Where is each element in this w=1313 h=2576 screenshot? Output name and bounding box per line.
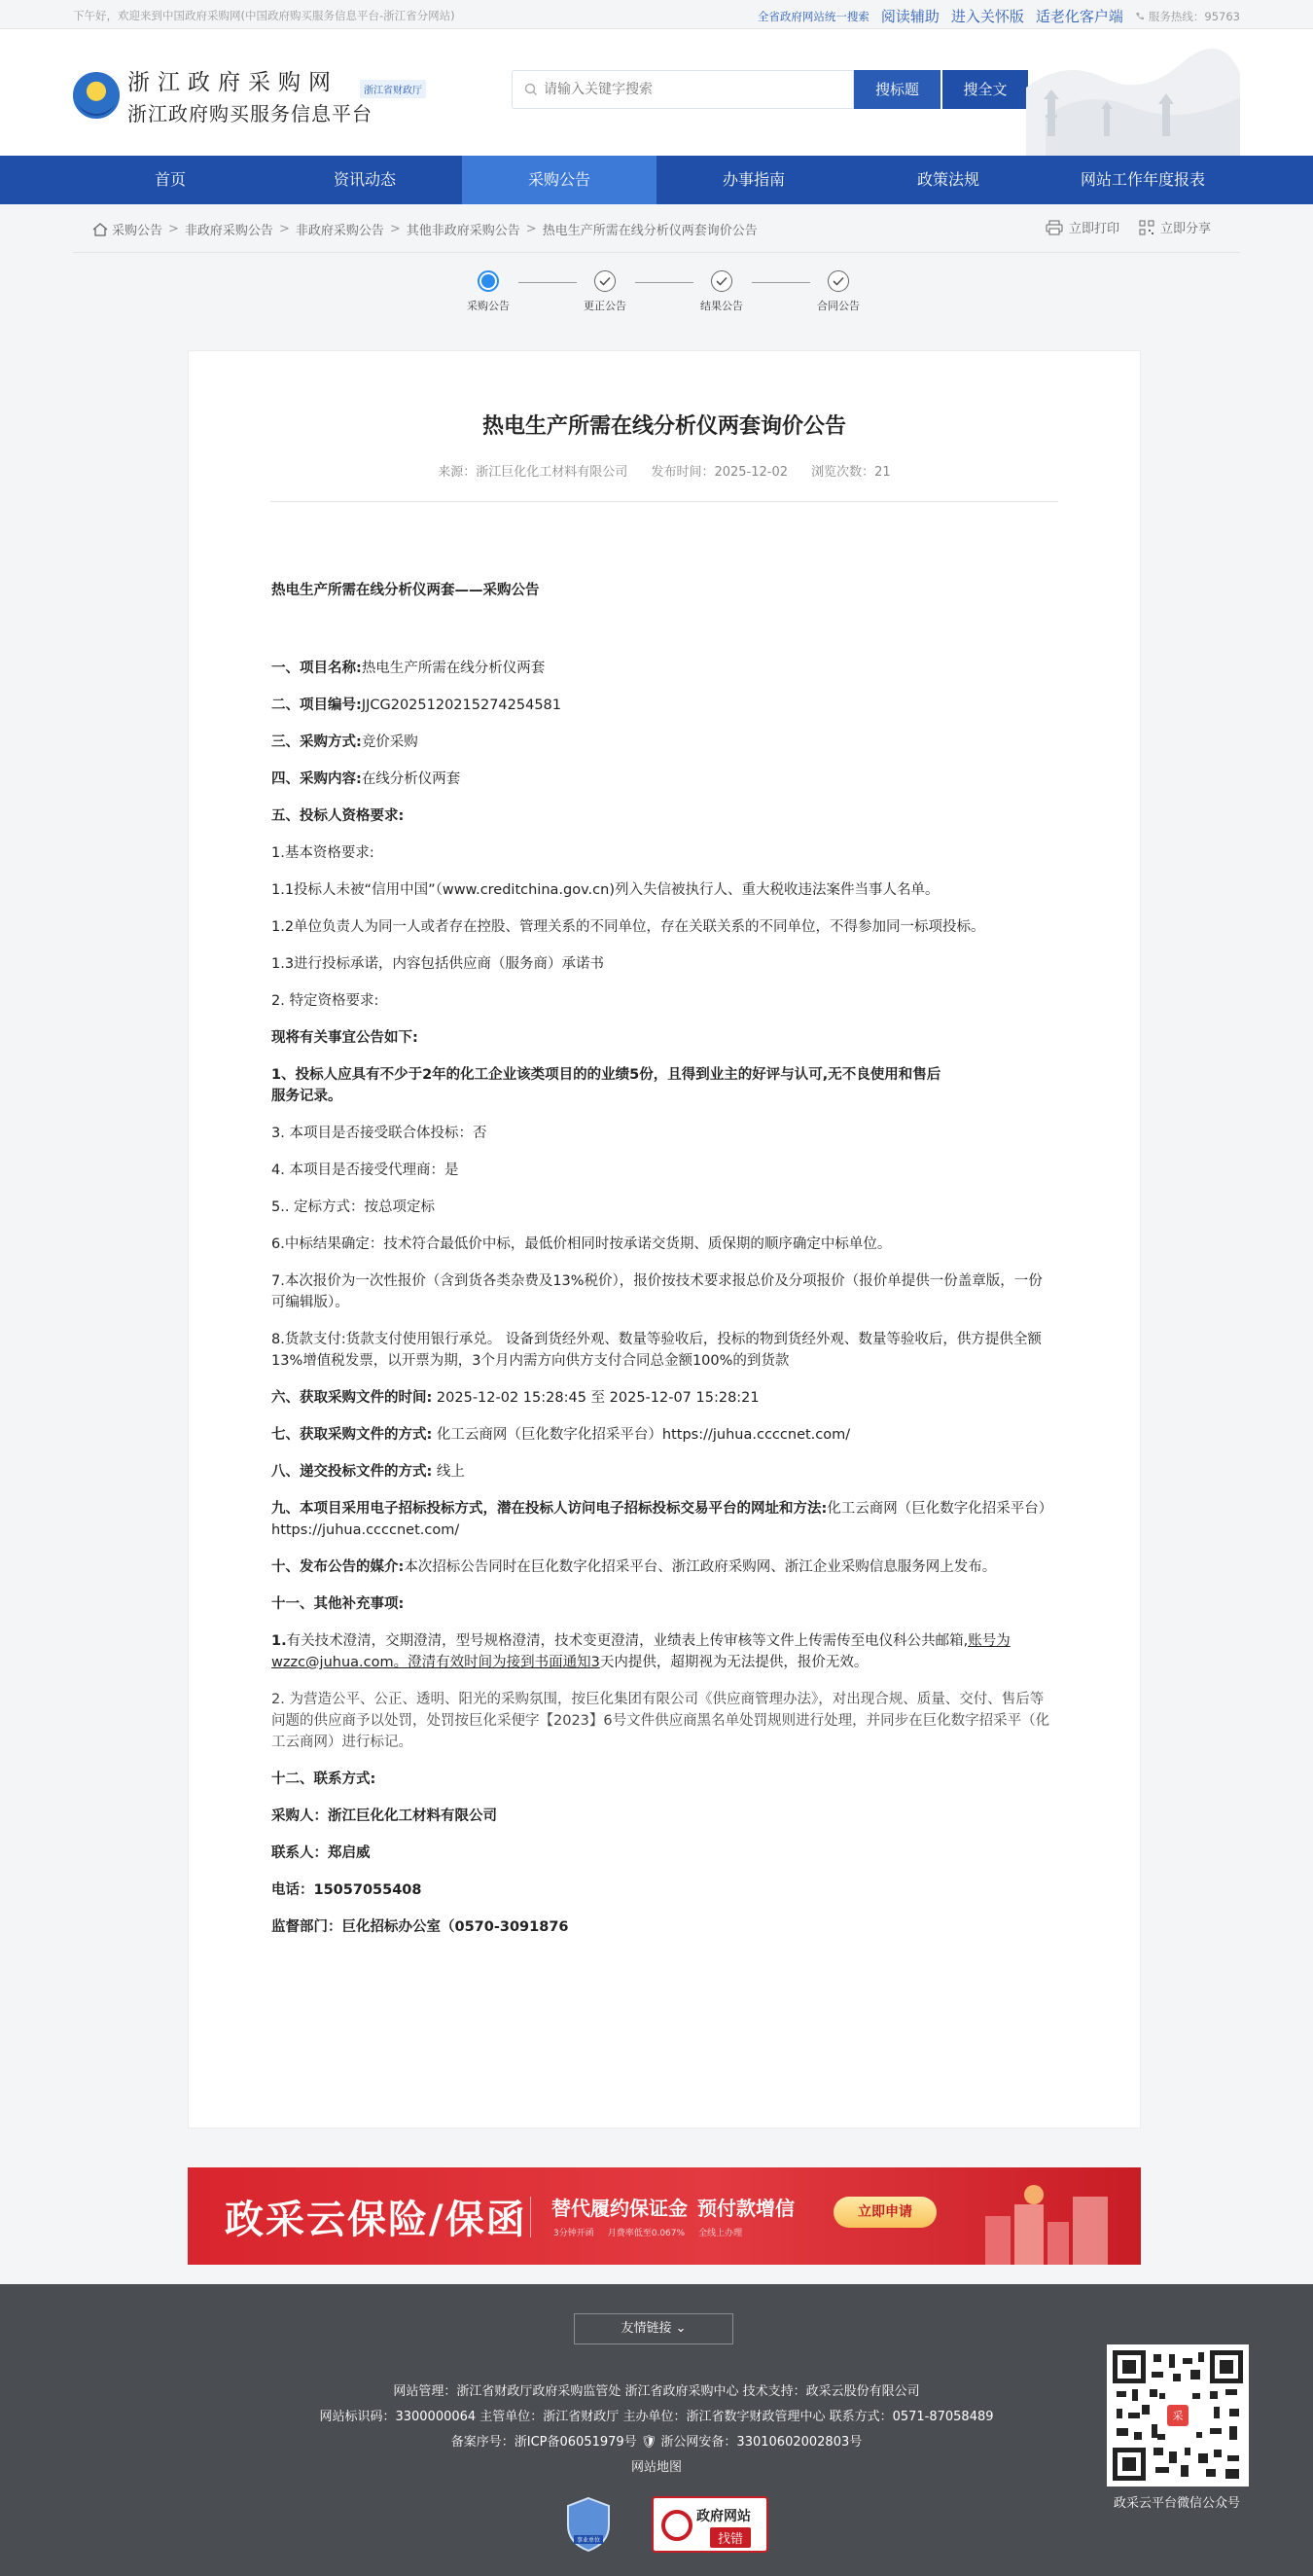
footer-line: 网站管理：浙江省财政厅政府采购监管处 浙江省政府采购中心 技术支持：政采云股份有限公司 bbox=[393, 2384, 920, 2399]
section-qualifications: 五、投标人资格要求: bbox=[271, 808, 405, 824]
paragraph: 2. 为营造公平、公正、透明、阳光的采购氛围，按巨化集团有限公司《供应商管理办法》，对出现合规、质量、交付、售后等问题的供应商予以处罚，处罚按巨化采便字【2023】6号文件供应商黑名单处罚规则进行处理，并同步在巨化数字招采平（化工云商网）进行标记。 bbox=[271, 1692, 1050, 1750]
main-nav bbox=[0, 156, 1313, 204]
report-error-badge[interactable] bbox=[652, 2496, 768, 2553]
notice-progress-steps bbox=[0, 253, 1313, 350]
insurance-ad-banner[interactable] bbox=[188, 2167, 1141, 2265]
section-project-name: 一、项目名称:热电生产所需在线分析仪两套 bbox=[271, 661, 546, 676]
divider bbox=[270, 501, 1058, 502]
qr-code-icon bbox=[1113, 2350, 1243, 2481]
article-body bbox=[189, 580, 1140, 1938]
breadcrumb-item[interactable]: 采购公告 bbox=[112, 224, 163, 238]
section-document-time: 六、获取采购文件的时间: 2025-12-02 15:28:45 至 2025-12-07 15:28:21 bbox=[271, 1390, 760, 1406]
nav-item-guide[interactable]: 办事指南 bbox=[722, 170, 785, 189]
finance-dept-badge: 浙江省财政厅 bbox=[360, 80, 426, 98]
contact-supervisor: 监督部门：巨化招标办公室（0570-3091876 bbox=[271, 1919, 569, 1935]
paragraph: 4. 本项目是否接受代理商：是 bbox=[271, 1163, 459, 1178]
search-box bbox=[512, 70, 854, 109]
breadcrumb-current: 热电生产所需在线分析仪两套询价公告 bbox=[542, 224, 758, 238]
print-button[interactable] bbox=[1046, 218, 1119, 236]
step-label: 更正公告 bbox=[584, 300, 626, 312]
banner-main-title: 政采云保险/保函 bbox=[225, 2198, 527, 2242]
step-procurement-notice[interactable] bbox=[454, 270, 522, 313]
nav-item-annual-report[interactable]: 网站工作年度报表 bbox=[1080, 170, 1205, 189]
paragraph: 1.1投标人未被“信用中国”（www.creditchina.gov.cn)列入失信被执行人、重大税收违法案件当事人名单。 bbox=[271, 882, 940, 898]
paragraph: 8.货款支付:货款支付使用银行承兑。 设备到货经外观、数量等验收后，投标的物到货经外观、数量等验收后，供方提供全额13%增值税发票，以开票为期，3个月内需方向供方支付合同总金额100%的到货款 bbox=[271, 1332, 1042, 1369]
step-correction-notice[interactable] bbox=[571, 270, 639, 313]
nav-item-news[interactable]: 资讯动态 bbox=[333, 170, 396, 189]
contact-person: 联系人：郑启威 bbox=[271, 1845, 371, 1861]
paragraph: 1.有关技术澄清，交期澄清，型号规格澄清，技术变更澄清，业绩表上传审核等文件上传需传至电仪科公共邮箱,账号为wzzc@juhua.com。澄清有效时间为接到书面通知3天内提供，超期视为无法提供，报价无效。 bbox=[271, 1633, 1011, 1670]
article-meta bbox=[189, 461, 1140, 480]
share-button[interactable] bbox=[1139, 218, 1211, 236]
section-other-matters: 十一、其他补充事项: bbox=[271, 1596, 405, 1612]
hotline-text: 服务热线：95763 bbox=[1148, 9, 1240, 23]
sitemap-link[interactable]: 网站地图 bbox=[630, 2460, 682, 2475]
section-project-number: 二、项目编号:JJCG2025120215274254581 bbox=[271, 698, 562, 713]
share-label: 立即分享 bbox=[1159, 222, 1211, 236]
logo-title: 浙江政府采购网 bbox=[127, 70, 338, 95]
nav-item-policies[interactable]: 政策法规 bbox=[916, 170, 979, 189]
report-error-label: 找错 bbox=[710, 2527, 751, 2548]
section-media: 十、发布公告的媒介:本次招标公告同时在巨化数字化招采平台、浙江政府采购网、浙江企业采购信息服务网上发布。 bbox=[271, 1559, 997, 1575]
section-contact: 十二、联系方式: bbox=[271, 1771, 376, 1787]
top-links bbox=[758, 6, 1240, 26]
reading-aid-link[interactable]: 阅读辅助 bbox=[880, 8, 940, 25]
banner-divider bbox=[530, 2197, 531, 2237]
institution-badge-text: 事业单位 bbox=[576, 2537, 601, 2544]
site-logo[interactable] bbox=[73, 64, 373, 126]
contact-purchaser: 采购人：浙江巨化化工材料有限公司 bbox=[271, 1808, 497, 1824]
emblem-icon bbox=[73, 72, 120, 119]
banner-illustration bbox=[966, 2177, 1131, 2265]
svg-text:采: 采 bbox=[1172, 2410, 1184, 2422]
wechat-qr-code bbox=[1107, 2344, 1249, 2487]
paragraph: 现将有关事宜公告如下: bbox=[271, 1030, 418, 1046]
step-contract-notice[interactable] bbox=[804, 270, 872, 313]
article-views: 浏览次数：21 bbox=[811, 465, 891, 480]
paragraph: 3. 本项目是否接受联合体投标：否 bbox=[271, 1126, 487, 1141]
home-icon[interactable] bbox=[92, 223, 108, 236]
paragraph: 1.3进行投标承诺，内容包括供应商（服务商）承诺书 bbox=[271, 956, 605, 972]
banner-feature: 全线上办理 bbox=[698, 2229, 743, 2238]
search-fulltext-button[interactable]: 搜全文 bbox=[941, 70, 1028, 109]
article-source: 来源：浙江巨化化工材料有限公司 bbox=[438, 465, 628, 480]
banner-feature: 3分钟开函 bbox=[553, 2229, 594, 2238]
check-icon bbox=[594, 270, 616, 292]
search-icon bbox=[524, 83, 538, 96]
step-label: 结果公告 bbox=[700, 300, 743, 312]
elder-client-link[interactable]: 适老化客户端 bbox=[1035, 8, 1123, 25]
article-publish-time: 发布时间：2025-12-02 bbox=[651, 465, 789, 480]
step-active-icon bbox=[478, 270, 499, 292]
care-mode-link[interactable]: 进入关怀版 bbox=[950, 8, 1024, 25]
print-label: 立即打印 bbox=[1068, 222, 1119, 236]
section-e-bidding: 九、本项目采用电子招标投标方式，潜在投标人访问电子招标投标交易平台的网址和方法:化工云商网（巨化数字化招采平台）https://juhua.ccccnet.com/ bbox=[271, 1501, 1053, 1538]
banner-tagline-2: 预付款增信 bbox=[697, 2197, 795, 2220]
section-submission-method: 八、递交投标文件的方式: 线上 bbox=[271, 1464, 465, 1480]
step-connector bbox=[752, 282, 810, 283]
banner-tagline-1: 替代履约保证金 bbox=[551, 2197, 688, 2220]
paragraph: 1.2单位负责人为同一人或者存在控股、管理关系的不同单位，存在关联关系的不同单位，不得参加同一标项投标。 bbox=[271, 919, 985, 935]
report-error-title: 政府网站 bbox=[696, 2509, 751, 2524]
paragraph: 5.. 定标方式：按总项定标 bbox=[271, 1199, 436, 1215]
institution-badge-icon[interactable] bbox=[564, 2496, 613, 2553]
breadcrumb-item[interactable]: 非政府采购公告 bbox=[295, 224, 384, 238]
banner-features bbox=[553, 2226, 742, 2238]
logo-subtitle: 浙江政府购买服务信息平台 bbox=[127, 102, 373, 125]
step-label: 采购公告 bbox=[467, 300, 510, 312]
section-document-method: 七、获取采购文件的方式: 化工云商网（巨化数字化招采平台）https://juhua.ccccnet.com/ bbox=[271, 1427, 851, 1443]
breadcrumb-item[interactable]: 其他非政府采购公告 bbox=[406, 224, 520, 238]
paragraph: 1.基本资格要求: bbox=[271, 845, 374, 861]
paragraph: 2. 特定资格要求: bbox=[271, 993, 379, 1009]
check-icon bbox=[828, 270, 849, 292]
site-footer bbox=[0, 2284, 1313, 2576]
printer-icon bbox=[1046, 220, 1063, 235]
step-connector bbox=[635, 282, 693, 283]
hotline bbox=[1135, 9, 1240, 24]
paragraph: 6.中标结果确定：技术符合最低价中标，最低价相同时按承诺交货期、质保期的顺序确定中标单位。 bbox=[271, 1236, 892, 1252]
paragraph: 7.本次报价为一次性报价（含到货各类杂费及13%税价），报价按技术要求报总价及分项报价（报价单提供一份盖章版，一份可编辑版）。 bbox=[271, 1273, 1043, 1310]
article-card bbox=[188, 350, 1141, 2129]
step-result-notice[interactable] bbox=[688, 270, 756, 313]
section-procurement-content: 四、采购内容:在线分析仪两套 bbox=[271, 771, 461, 787]
search-title-button[interactable]: 搜标题 bbox=[854, 70, 940, 109]
article-title: 热电生产所需在线分析仪两套询价公告 bbox=[481, 414, 846, 439]
welcome-text: 下午好，欢迎来到中国政府采购网(中国政府购买服务信息平台-浙江省分网站) bbox=[73, 9, 455, 22]
qr-caption: 政采云平台微信公众号 bbox=[1113, 2496, 1240, 2511]
footer-line: 备案序号：浙ICP备06051979号 🛡 浙公网安备：33010602002803号 bbox=[450, 2435, 863, 2450]
landscape-decoration bbox=[1026, 29, 1240, 156]
footer-line: 网站标识码：3300000064 主管单位：浙江省财政厅 主办单位：浙江省数字财政管理中心 联系方式：0571-87058489 bbox=[319, 2410, 994, 2424]
magnifier-icon bbox=[661, 2510, 692, 2541]
paragraph: 1、投标人应具有不少于2年的化工企业该类项目的的业绩5份，且得到业主的好评与认可,无不良使用和售后服务记录。 bbox=[271, 1067, 941, 1104]
check-icon bbox=[711, 270, 732, 292]
section-procurement-method: 三、采购方式:竞价采购 bbox=[271, 734, 418, 750]
nav-item-home[interactable]: 首页 bbox=[154, 170, 186, 189]
site-header bbox=[0, 29, 1313, 156]
banner-feature: 月费率低至0.067% bbox=[607, 2229, 686, 2238]
contact-phone: 电话：15057055408 bbox=[271, 1882, 422, 1898]
friend-links-dropdown[interactable]: 友情链接 ⌄ bbox=[574, 2313, 733, 2344]
step-label: 合同公告 bbox=[817, 300, 860, 312]
nav-item-procurement-notices[interactable]: 采购公告 bbox=[462, 156, 656, 204]
apply-now-button[interactable]: 立即申请 bbox=[834, 2197, 937, 2228]
search-all-link[interactable]: 全省政府网站统一搜索 bbox=[757, 9, 869, 23]
breadcrumb: 采购公告 > 非政府采购公告 > 非政府采购公告 > 其他非政府采购公告 > 热电生产所需在线分析仪两套询价公告 bbox=[92, 220, 758, 238]
step-connector bbox=[518, 282, 577, 283]
qr-share-icon bbox=[1139, 220, 1154, 235]
phone-icon bbox=[1135, 12, 1145, 21]
top-bar bbox=[0, 0, 1313, 29]
breadcrumb-item[interactable]: 非政府采购公告 bbox=[184, 224, 273, 238]
search-input[interactable] bbox=[544, 82, 835, 97]
article-subtitle: 热电生产所需在线分析仪两套——采购公告 bbox=[271, 583, 540, 598]
breadcrumb-bar bbox=[73, 204, 1240, 253]
